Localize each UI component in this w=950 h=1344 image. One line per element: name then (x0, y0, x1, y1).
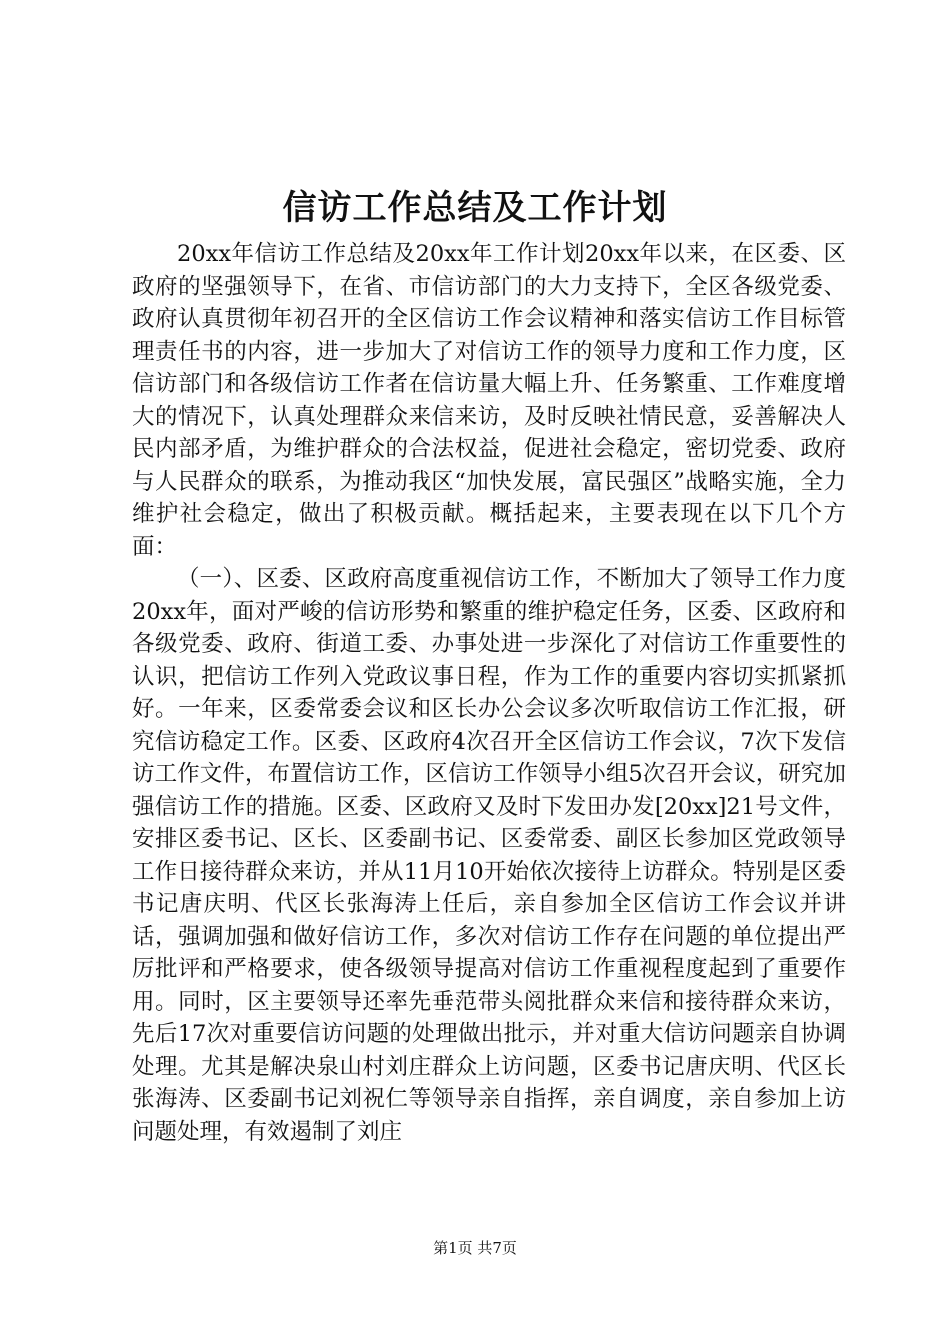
paragraph-section-1: （一）、区委、区政府高度重视信访工作，不断加大了领导工作力度20xx年，面对严峻的信访形势和繁重的维护稳定任务，区委、区政府和各级党委、政府、街道工委、办事处进一步深化了对信访工作重要性的认识，把信访工作列入党政议事日程，作为工作的重要内容切实抓紧抓好。一年来，区委常委会议和区长办公会议多次听取信访工作汇报，研究信访稳定工作。区委、区政府4次召开全区信访工作会议，7次下发信访工作文件，布置信访工作，区信访工作领导小组5次召开会议，研究加强信访工作的措施。区委、区政府又及时下发田办发[20xx]21号文件，安排区委书记、区长、区委副书记、区委常委、副区长参加区党政领导工作日接待群众来访，并从11月10开始依次接待上访群众。特别是区委书记唐庆明、代区长张海涛上任后，亲自参加全区信访工作会议并讲话，强调加强和做好信访工作，多次对信访工作存在问题的单位提出严厉批评和严格要求，使各级领导提高对信访工作重视程度起到了重要作用。同时，区主要领导还率先垂范带头阅批群众来信和接待群众来访，先后17次对重要信访问题的处理做出批示，并对重大信访问题亲自协调处理。尤其是解决泉山村刘庄群众上访问题，区委书记唐庆明、代区长张海涛、区委副书记刘祝仁等领导亲自指挥，亲自调度，亲自参加上访问题处理，有效遏制了刘庄 (132, 566, 846, 1145)
page-footer: 第1页 共7页 (433, 1239, 517, 1257)
paragraph-intro: 20xx年信访工作总结及20xx年工作计划20xx年以来，在区委、区政府的坚强领导下，在省、市信访部门的大力支持下，全区各级党委、政府认真贯彻年初召开的全区信访工作会议精神和落实信访工作目标管理责任书的内容，进一步加大了对信访工作的领导力度和工作力度，区信访部门和各级信访工作者在信访量大幅上升、任务繁重、工作难度增大的情况下，认真处理群众来信来访，及时反映社情民意，妥善解决人民内部矛盾，为维护群众的合法权益，促进社会稳定，密切党委、政府与人民群众的联系，为推动我区“加快发展，富民强区”战略实施，全力维护社会稳定，做出了积极贡献。概括起来，主要表现在以下几个方面： (132, 241, 846, 560)
document-body (132, 238, 846, 1148)
document-title: 信访工作总结及工作计划 (282, 188, 668, 228)
